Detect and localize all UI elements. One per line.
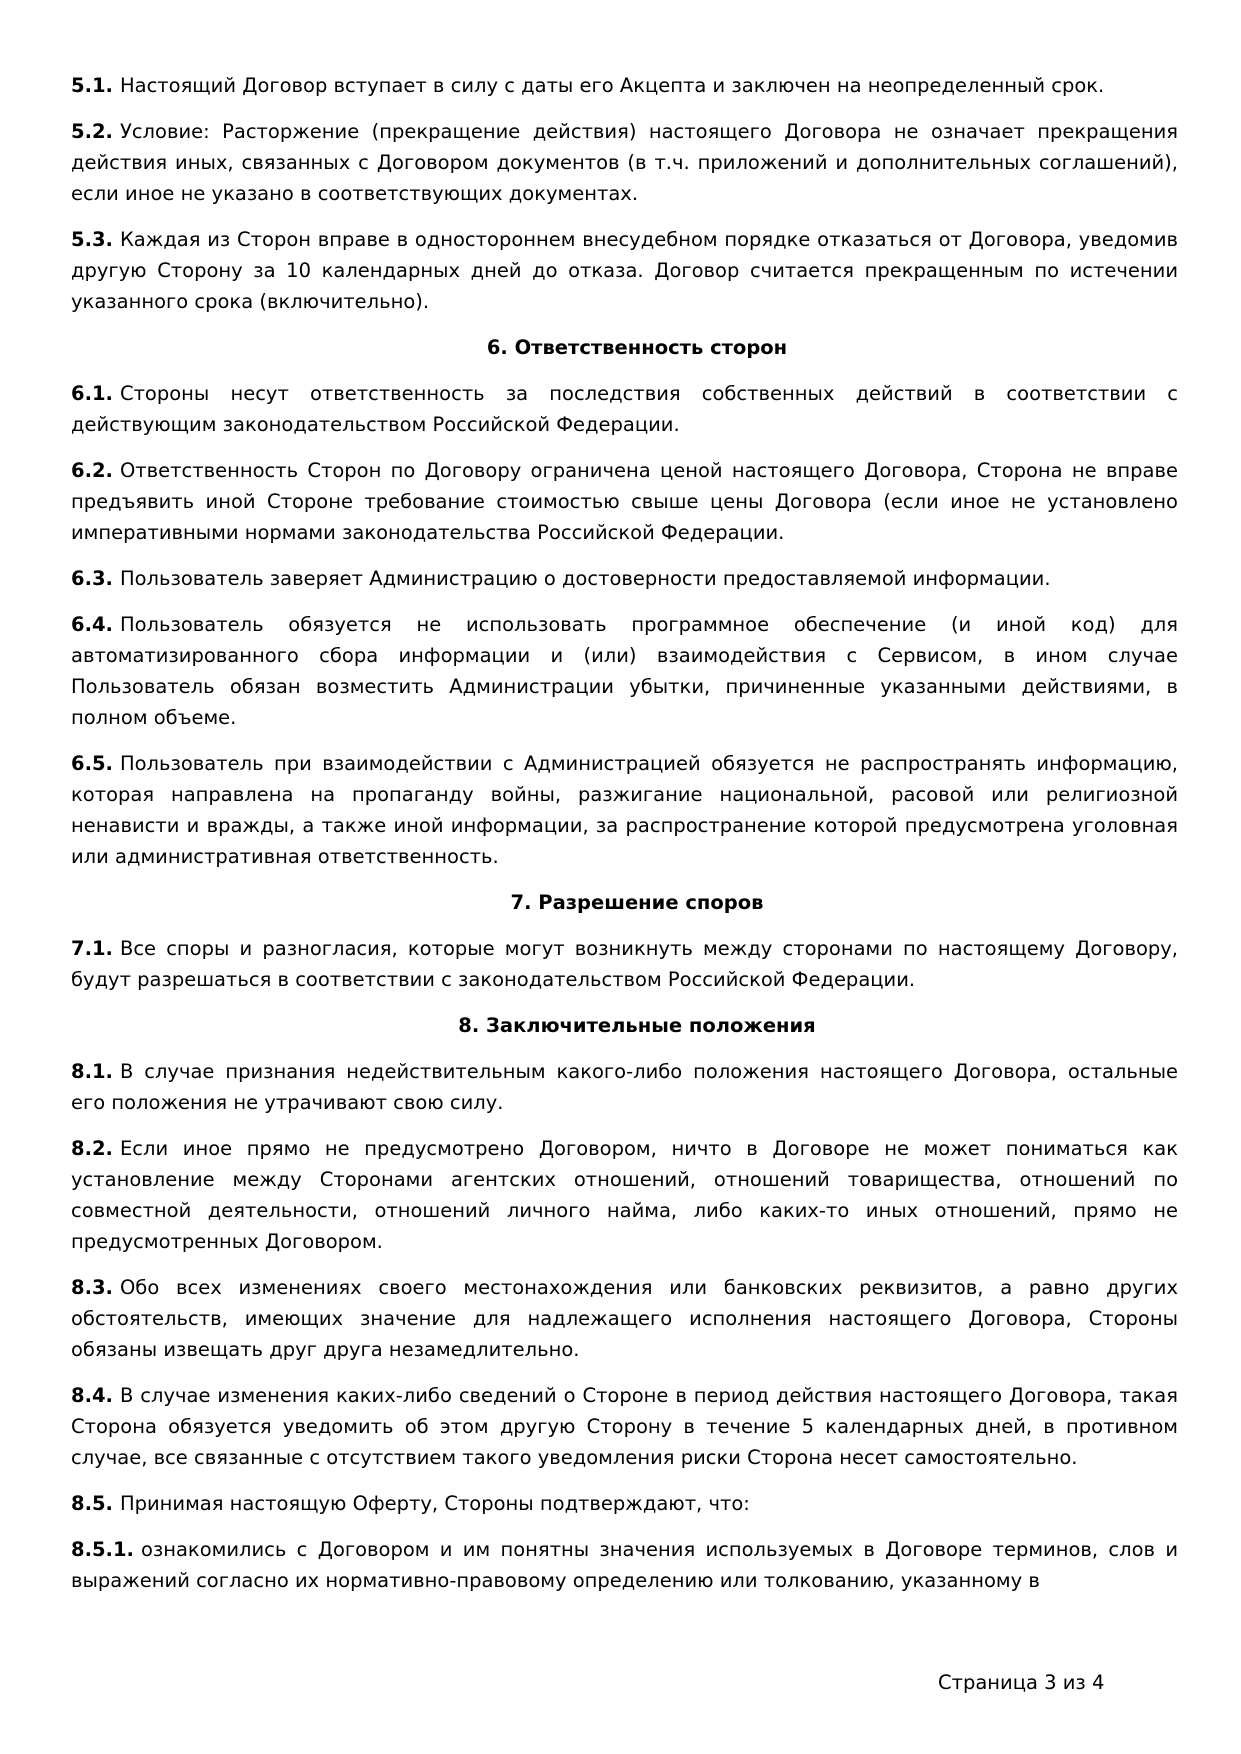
clause-text: Пользователь при взаимодействии с Администрацией обязуется не распространять информацию, которая направлена на пропаганду войны, разжигание национальной, расовой или религиозной ненависти и вражды, а также иной информации, за распространение которой предусмотрена уголовная или административная ответственность. [71, 752, 1178, 868]
page-number-footer: Страница 3 из 4 [938, 1671, 1105, 1694]
clause-8-2 [71, 1133, 1178, 1257]
clause-6-2 [71, 455, 1178, 548]
document-page [71, 70, 1178, 1611]
clause-6-4 [71, 609, 1178, 733]
clause-5-2 [71, 116, 1178, 209]
clause-number: 8.5.1. [71, 1538, 134, 1561]
clause-number: 5.1. [71, 74, 113, 97]
clause-number: 6.1. [71, 382, 113, 405]
clause-number: 6.4. [71, 613, 113, 636]
clause-6-3 [71, 563, 1178, 594]
clause-text: Ответственность Сторон по Договору ограничена ценой настоящего Договора, Сторона не вправе предъявить иной Стороне требование стоимостью свыше цены Договора (если иное не установлено императивными нормами законодательства Российской Федерации. [71, 459, 1178, 544]
clause-8-5 [71, 1488, 1178, 1519]
clause-number: 7.1. [71, 937, 113, 960]
clause-text: Пользователь обязуется не использовать программное обеспечение (и иной код) для автоматизированного сбора информации и (или) взаимодействия с Сервисом, в ином случае Пользователь обязан возместить Администрации убытки, причиненные указанными действиями, в полном объеме. [71, 613, 1178, 729]
clause-text: Принимая настоящую Оферту, Стороны подтверждают, что: [119, 1492, 750, 1515]
clause-5-1 [71, 70, 1178, 101]
section-6-heading: 6. Ответственность сторон [486, 336, 788, 359]
section-8-heading: 8. Заключительные положения [458, 1014, 816, 1037]
clause-number: 8.3. [71, 1276, 113, 1299]
clause-text: Обо всех изменениях своего местонахождения или банковских реквизитов, а равно других обстоятельств, имеющих значение для надлежащего исполнения настоящего Договора, Стороны обязаны извещать друг друга незамедлительно. [71, 1276, 1178, 1361]
clause-6-1 [71, 378, 1178, 440]
clause-7-1 [71, 933, 1178, 995]
clause-number: 8.1. [71, 1060, 113, 1083]
clause-number: 8.2. [71, 1137, 113, 1160]
clause-text: Каждая из Сторон вправе в одностороннем внесудебном порядке отказаться от Договора, уведомив другую Сторону за 10 календарных дней до отказа. Договор считается прекращенным по истечении указанного срока (включительно). [71, 228, 1178, 313]
clause-number: 5.3. [71, 228, 113, 251]
clause-number: 6.2. [71, 459, 113, 482]
clause-text: Настоящий Договор вступает в силу с даты его Акцепта и заключен на неопределенный срок. [119, 74, 1105, 97]
section-7-heading: 7. Разрешение споров [510, 891, 764, 914]
clause-text: В случае признания недействительным какого-либо положения настоящего Договора, остальные его положения не утрачивают свою силу. [71, 1060, 1178, 1114]
clause-text: Если иное прямо не предусмотрено Договором, ничто в Договоре не может пониматься как установление между Сторонами агентских отношений, отношений товарищества, отношений по совместной деятельности, отношений личного найма, либо каких-то иных отношений, прямо не предусмотренных Договором. [71, 1137, 1178, 1253]
clause-8-4 [71, 1380, 1178, 1473]
clause-8-5-1 [71, 1534, 1178, 1596]
clause-number: 5.2. [71, 120, 113, 143]
clause-text: ознакомились с Договором и им понятны значения используемых в Договоре терминов, слов и выражений согласно их нормативно-правовому определению или толкованию, указанному в [71, 1538, 1178, 1592]
clause-number: 6.3. [71, 567, 113, 590]
clause-number: 8.5. [71, 1492, 113, 1515]
clause-text: В случае изменения каких-либо сведений о Стороне в период действия настоящего Договора, такая Сторона обязуется уведомить об этом другую Сторону в течение 5 календарных дней, в противном случае, все связанные с отсутствием такого уведомления риски Сторона несет самостоятельно. [71, 1384, 1178, 1469]
clause-text: Все споры и разногласия, которые могут возникнуть между сторонами по настоящему Договору, будут разрешаться в соответствии с законодательством Российской Федерации. [71, 937, 1178, 991]
clause-5-3 [71, 224, 1178, 317]
clause-8-3 [71, 1272, 1178, 1365]
clause-number: 8.4. [71, 1384, 113, 1407]
clause-6-5 [71, 748, 1178, 872]
clause-text: Условие: Расторжение (прекращение действия) настоящего Договора не означает прекращения действия иных, связанных с Договором документов (в т.ч. приложений и дополнительных соглашений), если иное не указано в соответствующих документах. [71, 120, 1178, 205]
clause-number: 6.5. [71, 752, 113, 775]
clause-text: Стороны несут ответственность за последствия собственных действий в соответствии с действующим законодательством Российской Федерации. [71, 382, 1178, 436]
clause-8-1 [71, 1056, 1178, 1118]
clause-text: Пользователь заверяет Администрацию о достоверности предоставляемой информации. [119, 567, 1051, 590]
